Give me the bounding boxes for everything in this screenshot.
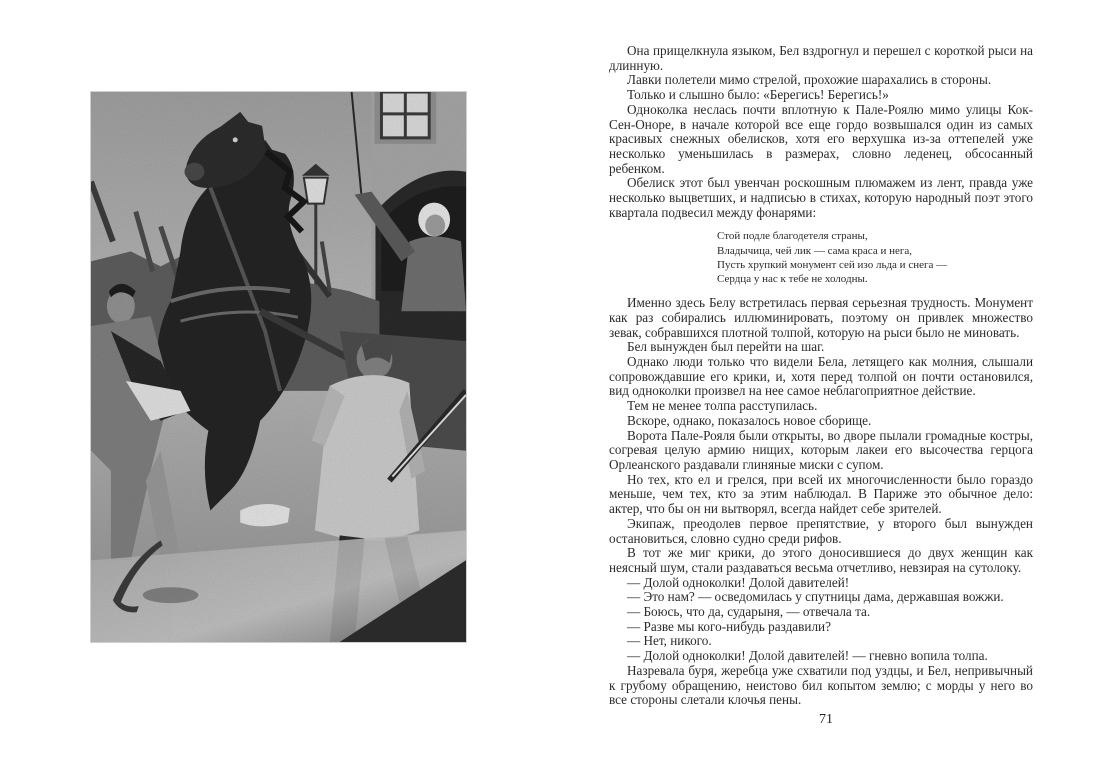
illustration-painting [91,92,466,642]
paragraph: Тем не менее толпа расступилась. [627,398,818,414]
paragraph: Она прищелкнула языком, Бел вздрогнул и перешел с короткой рыси на длинную. [609,43,1033,73]
verse-line: Сердца у нас к тебе не холодны. [717,273,868,286]
paragraph: Однако люди только что видели Бела, летящего как молния, слышали сопровождавшие его крики, и, хотя перед толпой он почти остановился, вид одноколки произвел на нее самое неблагоприятное действие. [609,354,1033,399]
paragraph: В тот же миг крики, до этого доносившиеся до двух женщин как неясный шум, стали раздаваться весьма отчетливо, невзирая на сутолоку. [609,545,1033,575]
right-page [550,0,1100,783]
verse-line: Пусть хрупкий монумент сей изо льда и снега — [717,258,948,271]
paragraph: Но тех, кто ел и грелся, при всей их многочисленности было гораздо меньше, чем тех, кто за этим наблюдал. В Париже это обычное дело: актер, что бы он ни вытворял, всегда найдет себе зрителей. [609,471,1033,517]
verse-line: Владычица, чей лик — сама краса и нега, [717,244,912,257]
paragraph: Назревала буря, жеребца уже схватили под уздцы, и Бел, непривычный к грубому обращению, неистово бил копытом землю; с морды у него во все стороны слетали клочья пены. [609,662,1033,708]
verse-block [717,229,1033,286]
illustration [90,91,467,643]
paragraph: Одноколка неслась почти вплотную к Пале-Роялю мимо улицы Кок-Сен-Оноре, в начале которой все еще гордо возвышался один из самых красивых снежных обелисков, хотя его верхушка из-за оттепелей уже несколько уменьшилась в размерах, словно леденец, обсосанный ребенком. [609,101,1033,176]
dialog-line: — Это нам? — осведомилась у спутницы дама, державшая вожжи. [627,589,1004,605]
page-number-container [550,712,1100,728]
dialog-line: — Долой одноколки! Долой давителей! [627,574,850,590]
paragraph: Ворота Пале-Рояля были открыты, во дворе пылали громадные костры, согревая целую армию нищих, которым лакеи его высочества герцога Орлеанского раздавали глиняные миски с супом. [609,427,1033,472]
paragraph: Бел вынужден был перейти на шаг. [627,339,825,355]
page-number: 71 [819,712,833,727]
dialog-line: — Нет, никого. [627,633,712,649]
dialog-line: — Разве мы кого-нибудь раздавили? [627,618,831,634]
paragraph: Лавки полетели мимо стрелой, прохожие шарахались в стороны. [627,72,992,88]
paragraph: Вскоре, однако, показалось новое сборище. [627,412,872,428]
verse-line: Стой подле благодетеля страны, [717,230,868,243]
paragraph: Только и слышно было: «Берегись! Берегись!» [627,87,889,103]
dialog-line: — Долой одноколки! Долой давителей! — гневно вопила толпа. [627,648,988,664]
dialog-line: — Боюсь, что да, сударыня, — отвечала та. [627,604,871,620]
paragraph: Экипаж, преодолев первое препятствие, у второго был вынужден остановиться, словно судно среди рифов. [609,515,1033,546]
body-text [609,44,1033,708]
paragraph: Именно здесь Белу встретилась первая серьезная трудность. Монумент как раз собирались иллюминировать, поэтому он привлек множество зевак, собравшихся плотной толпой, которую на рыси было не миновать. [609,295,1033,340]
paragraph: Обелиск этот был увенчан роскошным плюмажем из лент, правда уже несколько выцветших, и надписью в стихах, которую народный поэт этого квартала подвесил между фонарями: [609,175,1033,220]
